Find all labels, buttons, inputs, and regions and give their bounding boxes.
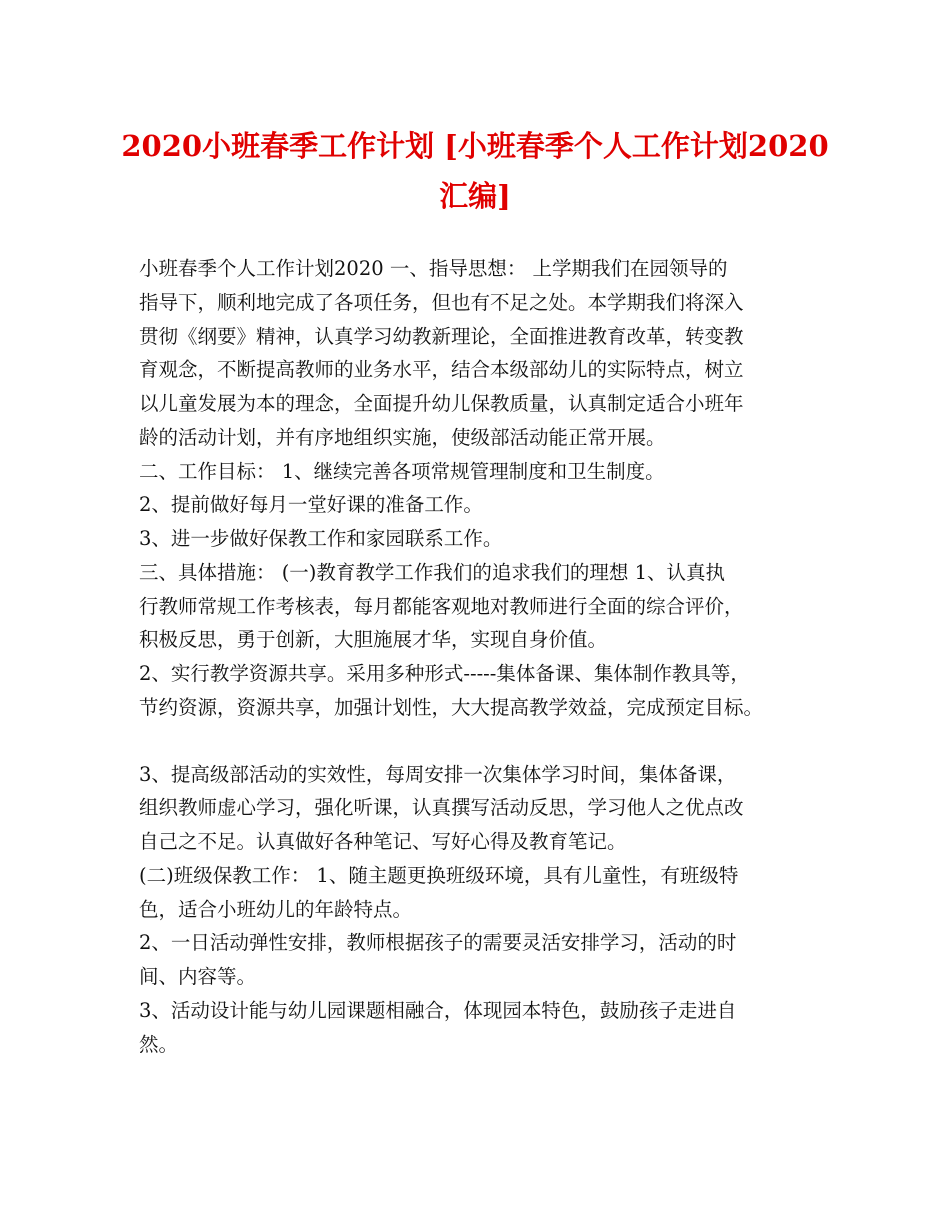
paragraph-line: 小班春季个人工作计划2020 一、指导思想： 上学期我们在园领导的 [139, 257, 728, 280]
document-title-line-2: 汇编] [439, 179, 511, 213]
paragraph-line: 积极反思，勇于创新，大胆施展才华，实现自身价值。 [139, 628, 608, 652]
paragraph-line: 自己之不足。认真做好各种笔记、写好心得及教育笔记。 [139, 830, 627, 853]
paragraph-line: 3、活动设计能与幼儿园课题相融合，体现园本特色，鼓励孩子走进自 [139, 998, 737, 1022]
paragraph-line: 育观念，不断提高教师的业务水平，结合本级部幼儿的实际特点，树立 [139, 358, 744, 382]
paragraph-line: 3、进一步做好保教工作和家园联系工作。 [139, 527, 503, 550]
paragraph-line: 以儿童发展为本的理念，全面提升幼儿保教质量，认真制定适合小班年 [139, 392, 744, 415]
paragraph-line: 节约资源，资源共享，加强计划性，大大提高教学效益，完成预定目标。 [139, 695, 764, 719]
paragraph-line: 三、具体措施： (一)教育教学工作我们的追求我们的理想 1、认真执 [139, 560, 726, 584]
paragraph-line: 指导下，顺利地完成了各项任务，但也有不足之处。本学期我们将深入 [139, 290, 744, 314]
paragraph-line: 2、一日活动弹性安排，教师根据孩子的需要灵活安排学习，活动的时 [139, 931, 737, 955]
document-body [139, 252, 839, 1061]
paragraph-line: 组织教师虚心学习，强化听课，认真撰写活动反思，学习他人之优点改 [139, 796, 744, 820]
paragraph-line: 二、工作目标： 1、继续完善各项常规管理制度和卫生制度。 [139, 459, 665, 483]
paragraph-line: 行教师常规工作考核表，每月都能客观地对教师进行全面的综合评价， [139, 594, 744, 618]
paragraph-line: 贯彻《纲要》精神，认真学习幼教新理论，全面推进教育改革，转变教 [139, 324, 744, 348]
paragraph-gap [139, 725, 839, 758]
document-title-line-1: 2020小班春季工作计划 [小班春季个人工作计划2020 [121, 129, 829, 163]
paragraph-line: 间、内容等。 [139, 965, 257, 988]
paragraph-line: 色，适合小班幼儿的年龄特点。 [139, 897, 413, 921]
paragraph-line: 龄的活动计划，并有序地组织实施，使级部活动能正常开展。 [139, 425, 666, 449]
paragraph-line: 然。 [139, 1032, 179, 1056]
paragraph-line: 2、提前做好每月一堂好课的准备工作。 [139, 493, 483, 517]
paragraph-line: (二)班级保教工作： 1、随主题更换班级环境，具有儿童性，有班级特 [139, 863, 739, 887]
paragraph-line: 3、提高级部活动的实效性，每周安排一次集体学习时间，集体备课， [139, 762, 737, 786]
paragraph-line: 2、实行教学资源共享。采用多种形式-----集体备课、集体制作教具等， [139, 662, 750, 685]
